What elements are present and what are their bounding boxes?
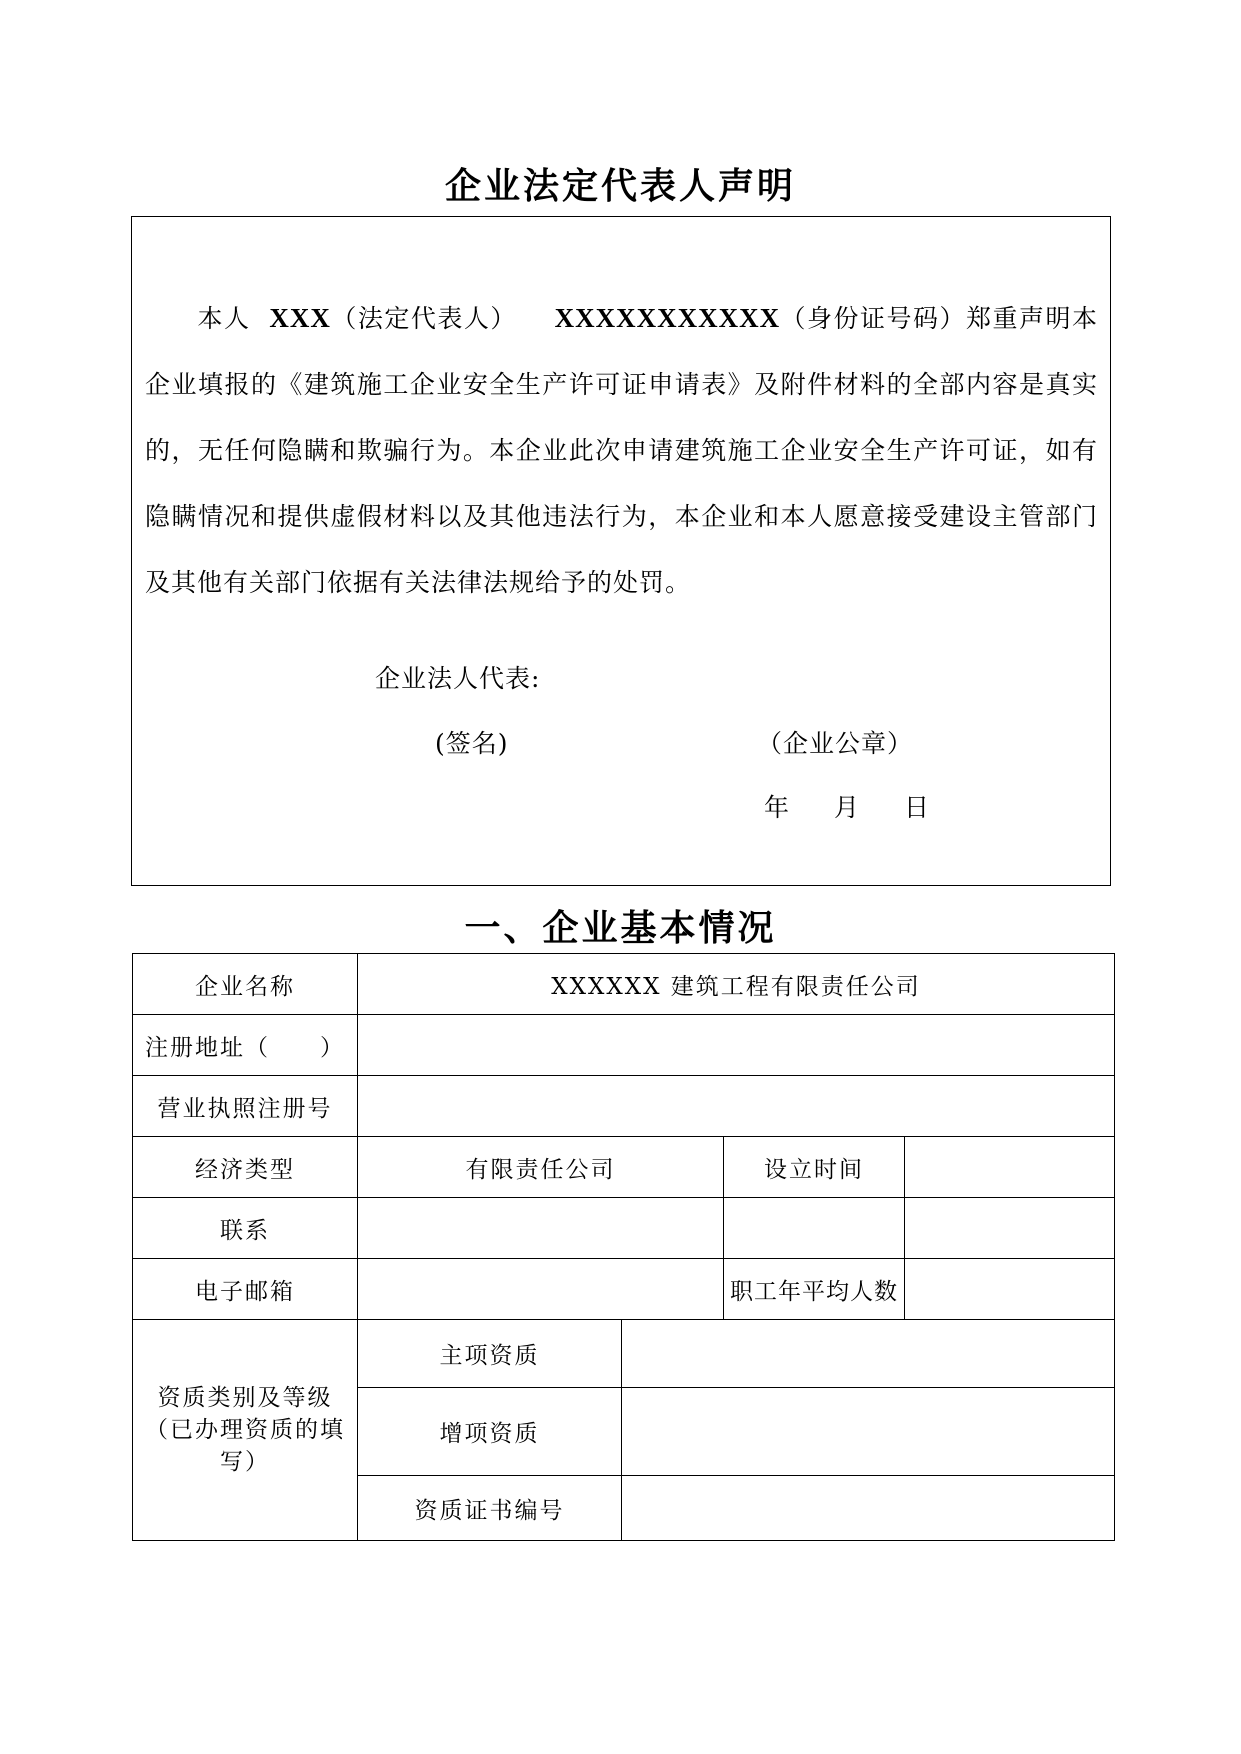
row-company-name: [133, 954, 1115, 1015]
date-day: 日: [904, 793, 931, 822]
main-qual-label: 主项资质: [358, 1320, 622, 1388]
company-name-value[interactable]: XXXXXX 建筑工程有限责任公司: [358, 954, 1115, 1015]
avg-staff-value[interactable]: [905, 1259, 1115, 1320]
basic-info-table: [132, 953, 1115, 1541]
row-license-no: [133, 1076, 1115, 1137]
declaration-title: 企业法定代表人声明: [444, 165, 796, 207]
extra-qual-value[interactable]: [622, 1388, 1115, 1476]
contact-extra-label: [724, 1198, 905, 1259]
date-month: 月: [834, 793, 861, 822]
declaration-body: （身份证号码）郑重声明本企业填报的《建筑施工企业安全生产许可证申请表》及附件材料的全部内容是真实的，无任何隐瞒和欺骗行为。本企业此次申请建筑施工企业安全生产许可证，如有隐瞒情况和提供虚假材料以及其他违法行为，本企业和本人愿意接受建设主管部门及其他有关部门依据有关法律法规给予的处罚。: [145, 304, 1098, 597]
main-qual-value[interactable]: [622, 1320, 1115, 1388]
extra-qual-label: 增项资质: [358, 1388, 622, 1476]
economic-type-label: 经济类型: [133, 1137, 358, 1198]
cert-no-value[interactable]: [622, 1476, 1115, 1541]
row-contact: [133, 1198, 1115, 1259]
established-value[interactable]: [905, 1137, 1115, 1198]
established-label: 设立时间: [724, 1137, 905, 1198]
avg-staff-label: 职工年平均人数: [724, 1259, 905, 1320]
cert-no-label: 资质证书编号: [358, 1476, 622, 1541]
reg-address-label: 注册地址（ ）: [133, 1015, 358, 1076]
economic-type-value[interactable]: 有限责任公司: [358, 1137, 724, 1198]
declaration-box: [131, 216, 1111, 886]
contact-extra-value[interactable]: [905, 1198, 1115, 1259]
qualification-label: 资质类别及等级（已办理资质的填写）: [133, 1320, 358, 1541]
license-no-label: 营业执照注册号: [133, 1076, 358, 1137]
contact-value[interactable]: [358, 1198, 724, 1259]
basic-info-title: 一、企业基本情况: [464, 907, 777, 949]
email-label: 电子邮箱: [133, 1259, 358, 1320]
contact-label: 联系: [133, 1198, 358, 1259]
license-no-value[interactable]: [358, 1076, 1115, 1137]
rep-label: 企业法人代表:: [375, 664, 541, 693]
reg-address-value[interactable]: [358, 1015, 1115, 1076]
signature-label: (签名): [435, 729, 509, 758]
rep-name: XXX: [269, 303, 331, 333]
row-main-qualification: [133, 1320, 1115, 1388]
email-value[interactable]: [358, 1259, 724, 1320]
rep-name-suffix: （法定代表人）: [330, 304, 517, 333]
date-year: 年: [764, 793, 791, 822]
company-name-label: 企业名称: [133, 954, 358, 1015]
seal-label: （企业公章）: [757, 729, 914, 758]
declaration-start: 本人: [197, 304, 251, 333]
row-reg-address: [133, 1015, 1115, 1076]
row-email: [133, 1259, 1115, 1320]
id-number: XXXXXXXXXXX: [554, 303, 781, 333]
declaration-paragraph: [145, 285, 1098, 616]
row-economic-type: [133, 1137, 1115, 1198]
